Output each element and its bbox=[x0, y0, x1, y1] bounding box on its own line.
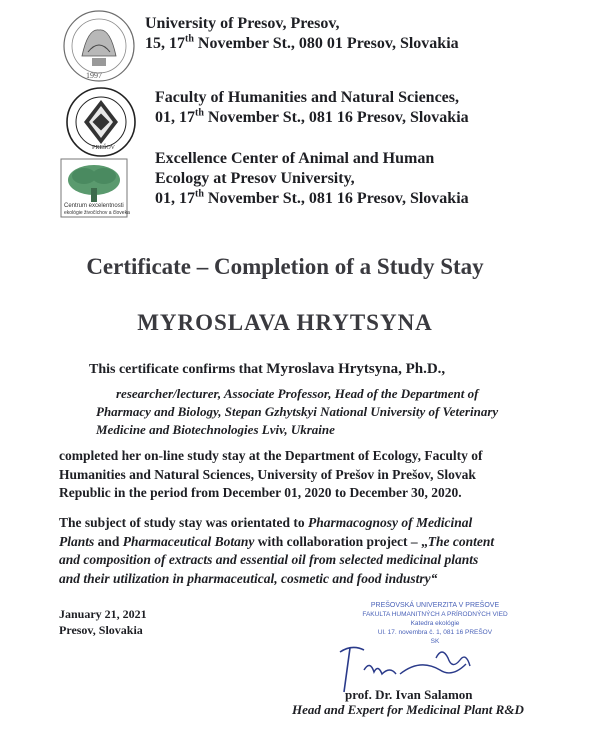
position-line-1: researcher/lecturer, Associate Professor, Head of the Department of bbox=[116, 386, 479, 401]
subject-block bbox=[59, 514, 539, 588]
position-line-2: Pharmacy and Biology, Stepan Gzhytskyi National University of Veterinary bbox=[96, 404, 499, 419]
subject-line-4: and their utilization in pharmaceutical, cosmetic and food industry“ bbox=[59, 570, 438, 586]
confirm-prefix: This certificate confirms that bbox=[89, 362, 267, 377]
completed-line-2: Humanities and Natural Sciences, University of Prešov in Prešov, Slovak bbox=[59, 466, 476, 482]
faculty-seal-city: PREŠOV bbox=[92, 145, 116, 151]
center-line-2: Ecology at Presov University, bbox=[155, 170, 355, 187]
center-header bbox=[155, 149, 469, 209]
signatory-title: Head and Expert for Medicinal Plant R&D bbox=[292, 702, 524, 717]
position-line-3: Medicine and Biotechnologies Lviv, Ukraine bbox=[96, 422, 335, 437]
center-line-1: Excellence Center of Animal and Human bbox=[155, 150, 435, 167]
certificate-title: Certificate – Completion of a Study Stay bbox=[86, 254, 484, 279]
stamp-line-4: Ul. 17. novembra č. 1, 081 16 PREŠOV bbox=[377, 629, 493, 636]
stamp-line-5: SK bbox=[430, 638, 440, 645]
issue-place: Presov, Slovakia bbox=[59, 623, 143, 637]
university-line-1: University of Presov, Presov, bbox=[145, 15, 340, 32]
university-header bbox=[145, 14, 459, 54]
center-caption-1: Centrum excelentnosti bbox=[64, 203, 124, 209]
center-line-3: 01, 17th November St., 081 16 Presov, Slovakia bbox=[155, 188, 469, 207]
university-line-2: 15, 17th November St., 080 01 Presov, Slovakia bbox=[145, 33, 459, 52]
center-caption-2: ekológie živočíchov a človeka bbox=[64, 210, 130, 216]
subject-line-2: Plants and Pharmaceutical Botany with collaboration project – „The content bbox=[59, 533, 495, 549]
confirmation-line bbox=[89, 360, 445, 380]
issue-date: January 21, 2021 bbox=[59, 607, 147, 621]
university-seal-year: 1997 bbox=[86, 71, 102, 80]
stamp-line-3: Katedra ekológie bbox=[410, 620, 460, 627]
faculty-header bbox=[155, 88, 469, 128]
completed-line-1: completed her on-line study stay at the Department of Ecology, Faculty of bbox=[59, 448, 483, 463]
faculty-line-2: 01, 17th November St., 081 16 Presov, Slovakia bbox=[155, 107, 469, 126]
recipient-name: MYROSLAVA HRYTSYNA bbox=[137, 310, 433, 335]
signatory-name: prof. Dr. Ivan Salamon bbox=[345, 687, 473, 702]
confirm-name: Myroslava Hrytsyna, Ph.D., bbox=[266, 361, 446, 377]
completed-line-3: Republic in the period from December 01, 2020 to December 30, 2020. bbox=[59, 485, 462, 500]
center-tree-logo bbox=[60, 158, 128, 218]
subject-line-3: and composition of extracts and essential oil from selected medicinal plants bbox=[59, 552, 479, 567]
position-block bbox=[96, 385, 566, 439]
stamp-line-2: FAKULTA HUMANITNÝCH A PRÍRODNÝCH VIED bbox=[362, 611, 508, 618]
stamp-line-1: PREŠOVSKÁ UNIVERZITA V PREŠOVE bbox=[370, 602, 500, 609]
subject-line-1: The subject of study stay was orientated to Pharmacognosy of Medicinal bbox=[59, 515, 473, 530]
completed-block bbox=[59, 447, 529, 503]
faculty-line-1: Faculty of Humanities and Natural Sciences, bbox=[155, 89, 459, 106]
